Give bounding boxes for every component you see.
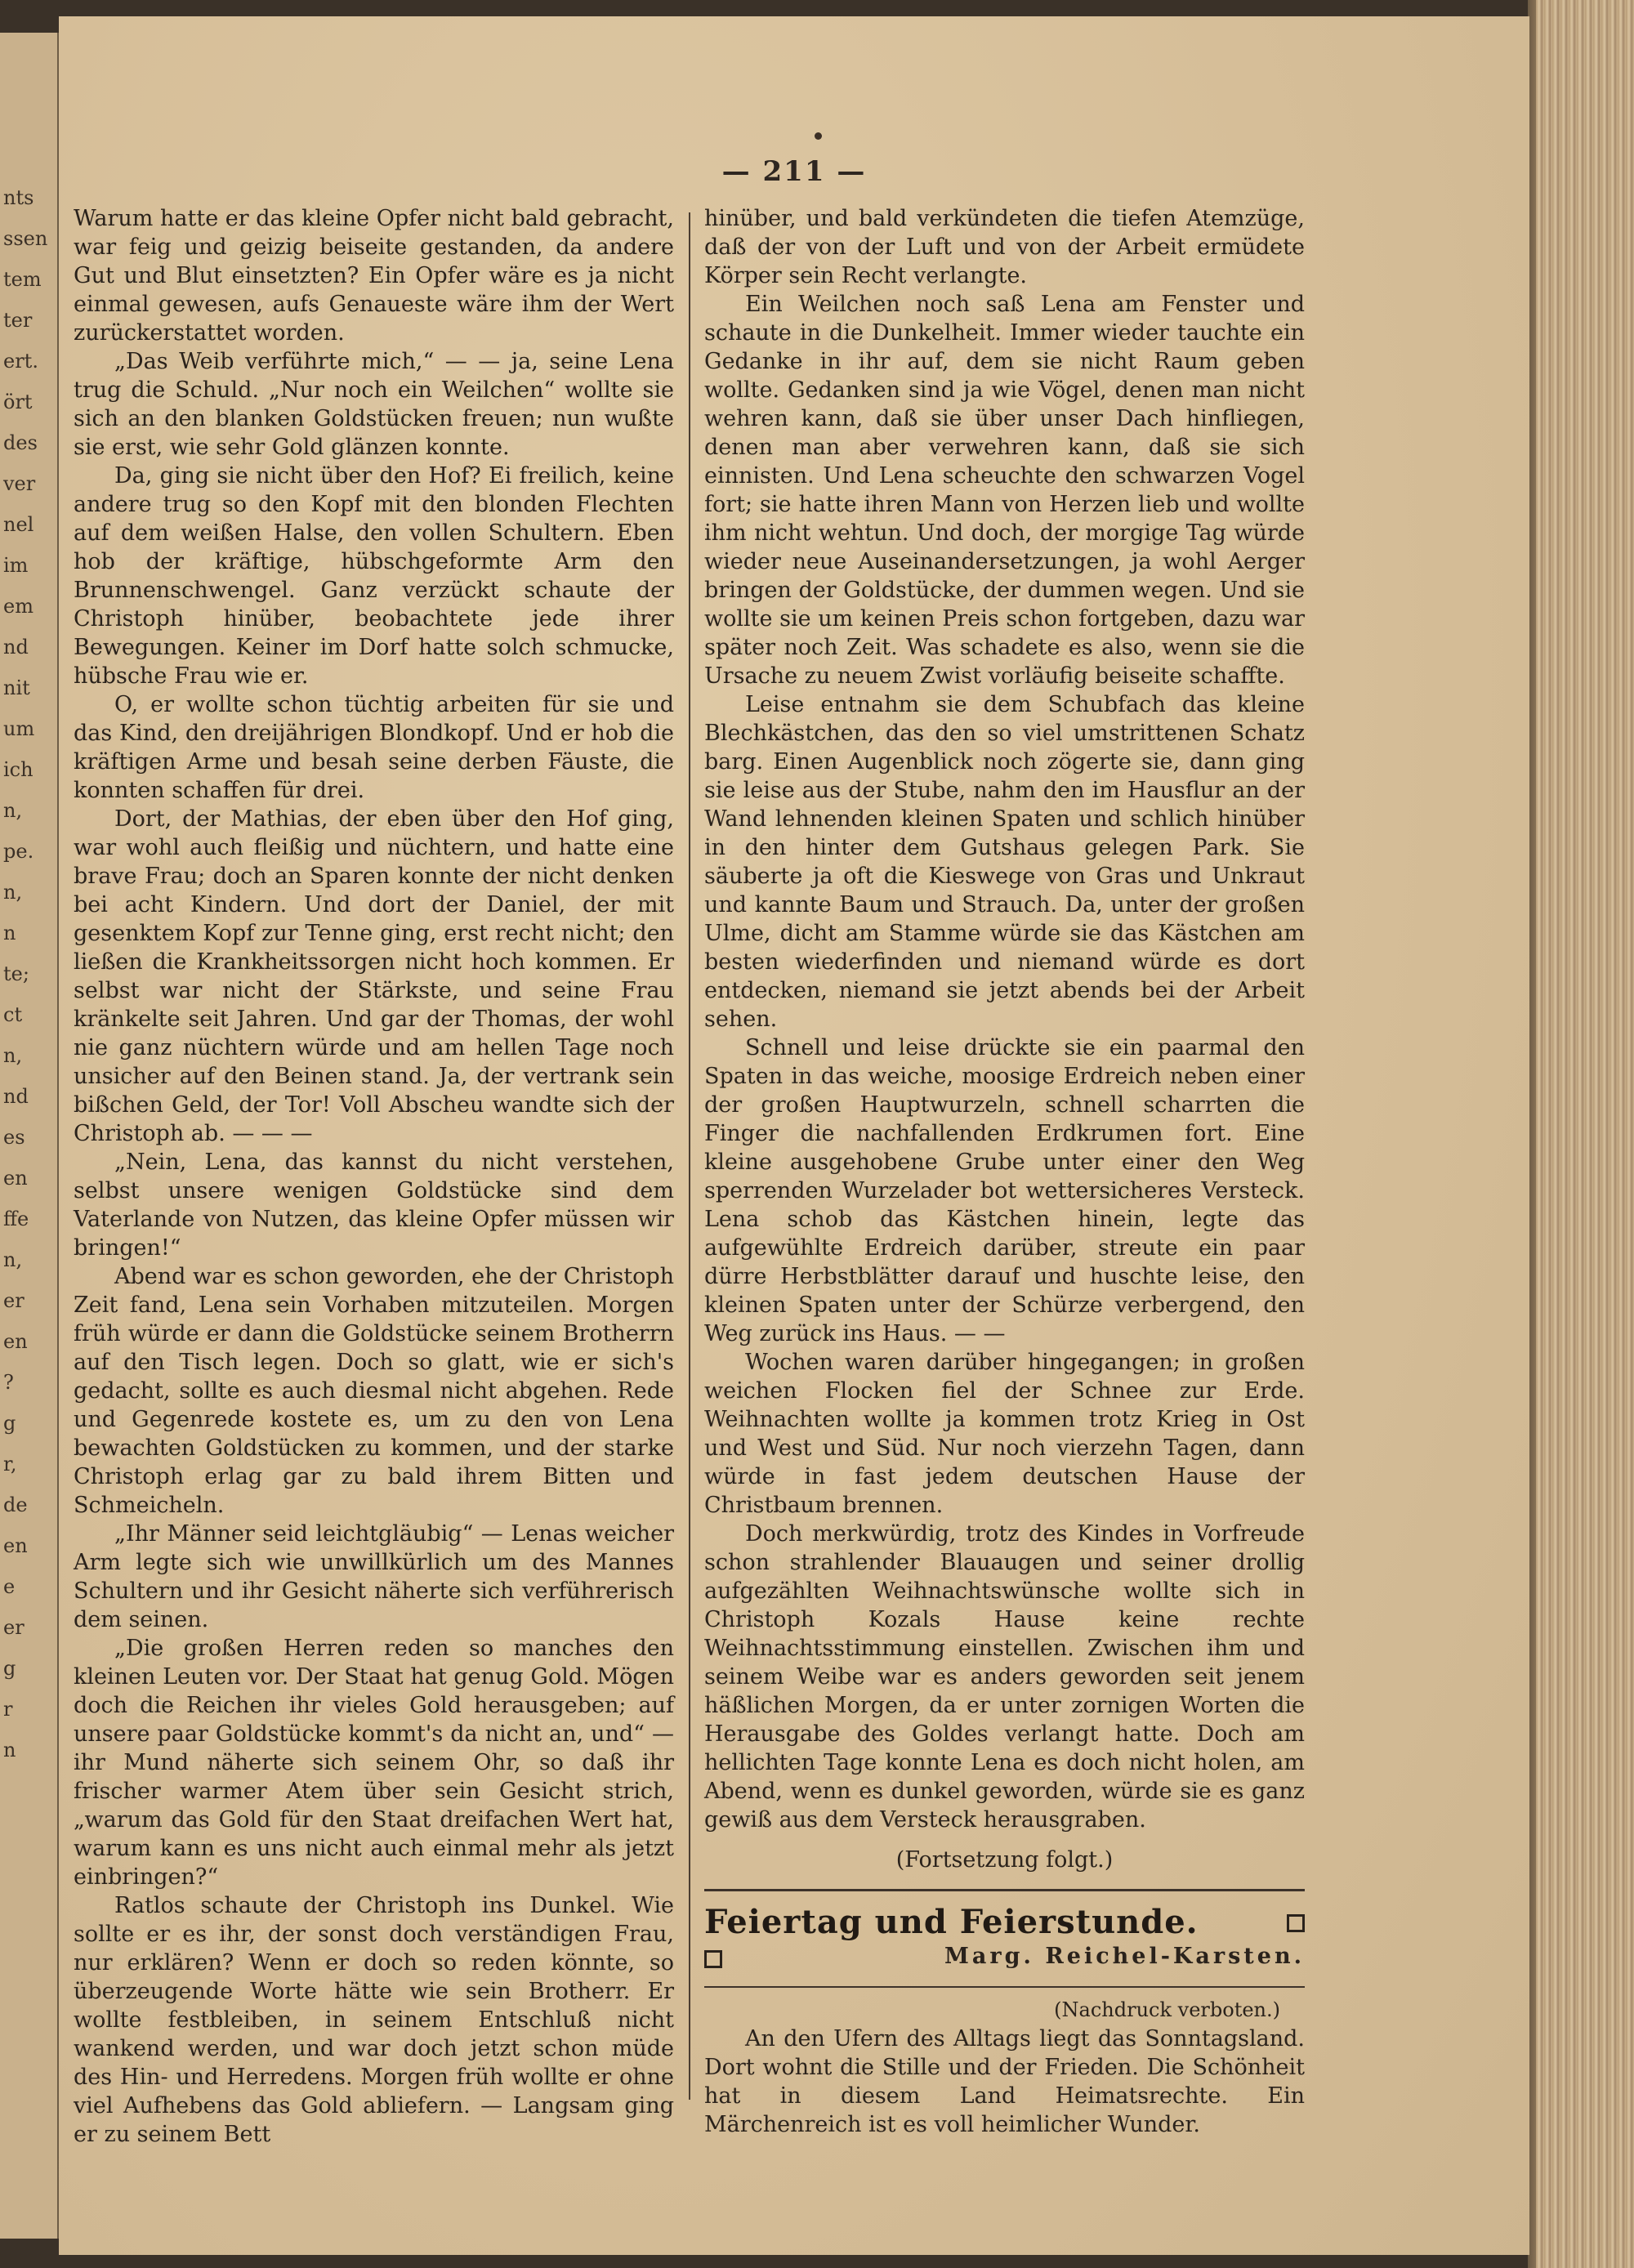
margin-fragment: des [3, 431, 38, 454]
margin-fragment: n [3, 922, 16, 944]
margin-fragment: n, [3, 1248, 23, 1271]
page-edges [1536, 0, 1634, 2268]
margin-fragment: em [3, 595, 33, 618]
paragraph: „Ihr Männer seid leichtgläubig“ — Lenas weicher Arm legte sich wie unwillkürlich um des Mannes Schultern und ihr Gesicht näherte sich verführerisch dem seinen. [74, 1521, 674, 1632]
paragraph: Schnell und leise drückte sie ein paarmal den Spaten in das weiche, moosige Erdreich neben einer der großen Hauptwurzeln, schnell scharrten die Finger die nachfallenden Erdkrumen fort. Eine kleine ausgehobene Grube unter einer den Weg sperrenden Wurzelader bot wettersicheres Versteck. Lena schob das Kästchen hinein, legte das aufgewühlte Erdreich darüber, streute ein paar dürre Herbstblätter darauf und huschte leise, den kleinen Spaten unter der Schürze verbergend, den Weg zurück ins Haus. — — [704, 1035, 1305, 1346]
margin-fragment: es [3, 1126, 25, 1149]
margin-fragment: n, [3, 1044, 23, 1067]
left-column [74, 204, 674, 2149]
margin-fragment: e [3, 1575, 16, 1598]
paragraph: Dort, der Mathias, der eben über den Hof ging, war wohl auch fleißig und nüchtern, und hatte eine brave Frau; doch an Sparen konnte der nicht denken bei acht Kindern. Und dort der Daniel, der mit gesenktem Kopf zur Tenne ging, erst recht nicht; den ließen die Krankheitssorgen nicht hoch kommen. Er selbst war nicht der Stärkste, und seine Frau kränkelte seit Jahren. Und gar der Thomas, der wohl nie ganz nüchtern würde und am hellen Tage noch unsicher auf den Beinen stand. Ja, der vertrank sein bißchen Geld, der Tor! Voll Abscheu wandte sich der Christoph ab. — — — [74, 806, 674, 1146]
paragraph: Ratlos schaute der Christoph ins Dunkel. Wie sollte er es ihr, der sonst doch verständigen Frau, nur erklären? Wenn er doch so reden könnte, so überzeugende Worte hätte wie sein Brotherr. Er wollte festbleiben, in seinem Entschluß nicht wankend werden, und war doch jetzt schon müde des Hin- und Herredens. Morgen früh wollte er ohne viel Aufhebens das Gold abliefern. — Langsam ging er zu seinem Bett [74, 1893, 674, 2147]
reprint-notice: (Nachdruck verboten.) [1054, 1998, 1280, 2021]
author-byline: Marg. Reichel-Karsten. [944, 1944, 1305, 1969]
margin-fragment: ? [3, 1371, 14, 1394]
section-rule [704, 1986, 1305, 1988]
margin-fragment: g [3, 1657, 16, 1680]
margin-fragment: en [3, 1534, 28, 1557]
byline-row [704, 1942, 1305, 1973]
margin-fragment: nd [3, 1085, 29, 1108]
margin-fragment: ssen [3, 227, 48, 250]
margin-fragment: er [3, 1616, 25, 1639]
margin-fragment: r, [3, 1453, 17, 1476]
column-divider [689, 212, 690, 2100]
paragraph: Warum hatte er das kleine Opfer nicht bald gebracht, war feig und geizig beiseite gestanden, da andere Gut und Blut einsetzten? Ein Opfer wäre es ja nicht einmal gewesen, aufs Genaueste wäre ihm der Wert zurückerstattet worden. [74, 206, 674, 346]
margin-fragment: en [3, 1167, 28, 1190]
section-rule [704, 1889, 1305, 1891]
speck [815, 132, 822, 140]
margin-fragment: nel [3, 513, 34, 536]
section-title [704, 1903, 1305, 1942]
paragraph: hinüber, und bald verkündeten die tiefen Atemzüge, daß der von der Luft und von der Arbeit ermüdete Körper sein Recht verlangte. [704, 206, 1305, 288]
margin-fragment: de [3, 1493, 28, 1516]
margin-fragment: er [3, 1289, 25, 1312]
margin-fragment: nts [3, 186, 34, 209]
margin-fragment: te; [3, 962, 29, 985]
paragraph: Doch merkwürdig, trotz des Kindes in Vorfreude schon strahlender Blauaugen und seiner drollig aufgezählten Weihnachtswünsche wollte sich in Christoph Kozals Hause keine rechte Weihnachtsstimmung einstellen. Zwischen ihm und seinem Weibe war es anders geworden seit jenem häßlichen Morgen, da er unter zornigen Worten die Herausgabe des Goldes verlangt hatte. Doch am hellichten Tage konnte Lena es doch nicht holen, am Abend, wenn es dunkel geworden, würde sie es ganz gewiß aus dem Versteck herausgraben. [704, 1521, 1305, 1833]
margin-fragment: ct [3, 1003, 23, 1026]
paragraph: Wochen waren darüber hingegangen; in großen weichen Flocken fiel der Schnee zur Erde. Weihnachten wollte ja kommen trotz Krieg in Ost und West und Süd. Nur noch vierzehn Tagen, dann würde in fast jedem deutschen Hause der Christbaum brennen. [704, 1350, 1305, 1518]
margin-fragment: tem [3, 268, 42, 291]
margin-fragment: nd [3, 636, 29, 659]
margin-fragment: im [3, 554, 29, 577]
square-ornament-icon [704, 1950, 722, 1968]
margin-fragment: en [3, 1330, 28, 1353]
paragraph: „Die großen Herren reden so manches den kleinen Leuten vor. Der Staat hat genug Gold. Mögen doch die Reichen ihr vieles Gold herausgeben; auf unsere paar Goldstücke kommt's da nicht an, und“ — ihr Mund näherte sich seinem Ohr, so daß ihr frischer warmer Atem über sein Gesicht strich, „warum das Gold für den Staat dreifachen Wert hat, warum kann es uns nicht auch einmal mehr als jetzt einbringen?“ [74, 1636, 674, 1890]
margin-fragment: ich [3, 758, 33, 781]
margin-fragment: ört [3, 391, 33, 413]
adjacent-page-strip [0, 33, 60, 2239]
paragraph: Da, ging sie nicht über den Hof? Ei freilich, keine andere trug so den Kopf mit den blonden Flechten auf dem weißen Halse, den vollen Schultern. Eben hob der kräftige, hübschgeformte Arm den Brunnenschwengel. Ganz verzückt schaute der Christoph hinüber, beobachtete jede ihrer Bewegungen. Keiner im Dorf hatte solch schmucke, hübsche Frau wie er. [74, 463, 674, 689]
margin-fragment: nit [3, 676, 30, 699]
section-title-text: Feiertag und Feierstunde. [704, 1903, 1199, 1941]
book-page [59, 16, 1529, 2255]
continuation-note: (Fortsetzung folgt.) [895, 1847, 1114, 1873]
square-ornament-icon [1287, 1914, 1305, 1932]
paragraph: An den Ufern des Alltags liegt das Sonntagsland. Dort wohnt die Stille und der Frieden. Die Schönheit hat in diesem Land Heimatsrechte. Ein Märchenreich ist es voll heimlicher Wunder. [704, 2026, 1305, 2137]
paragraph: Ein Weilchen noch saß Lena am Fenster und schaute in die Dunkelheit. Immer wieder tauchte ein Gedanke in ihr auf, dem sie nicht Raum geben wollte. Gedanken sind ja wie Vögel, denen man nicht wehren kann, daß sie über unser Dach hinfliegen, denen man aber verwehren kann, daß sie sich einnisten. Und Lena scheuchte den schwarzen Vogel fort; sie hatte ihren Mann von Herzen lieb und wollte ihm nicht wehtun. Und doch, der morgige Tag würde wieder neue Auseinandersetzungen, ja wohl Aerger bringen der Goldstücke, der dummen wegen. Und sie wollte sie um keinen Preis schon fortgeben, dazu war später noch Zeit. Was schadete es also, wenn sie die Ursache zu neuem Zwist vorläufig beiseite schaffte. [704, 292, 1305, 689]
margin-fragment: ffe [3, 1208, 29, 1230]
paragraph: O, er wollte schon tüchtig arbeiten für sie und das Kind, den dreijährigen Blondkopf. Und er hob die kräftigen Arme und besah seine derben Fäuste, die konnten schaffen für drei. [74, 692, 674, 803]
margin-fragment: ert. [3, 350, 38, 373]
page-number: — 211 — [721, 155, 867, 188]
paragraph: „Das Weib verführte mich,“ — — ja, seine Lena trug die Schuld. „Nur noch ein Weilchen“ wollte sie sich an den blanken Goldstücken freuen; nun wußte sie erst, wie sehr Gold glänzen konnte. [74, 349, 674, 460]
paragraph: Leise entnahm sie dem Schubfach das kleine Blechkästchen, das den so viel umstrittenen Schatz barg. Einen Augenblick noch zögerte sie, dann ging sie leise aus der Stube, nahm den im Hausflur an der Wand lehnenden kleinen Spaten und schlich hinüber in den hinter dem Gutshaus gelegen Park. Sie säuberte ja oft die Kieswege von Gras und Unkraut und kannte Baum und Strauch. Da, unter der großen Ulme, dicht am Stamme würde sie das Kästchen am besten wiederfinden und niemand würde es dort entdecken, niemand sie jetzt abends bei der Arbeit sehen. [704, 692, 1305, 1032]
margin-fragment: n, [3, 881, 23, 904]
paragraph: „Nein, Lena, das kannst du nicht verstehen, selbst unsere wenigen Goldstücke sind dem Vaterlande von Nutzen, das kleine Opfer müssen wir bringen!“ [74, 1150, 674, 1261]
margin-fragment: um [3, 717, 35, 740]
margin-fragment: ver [3, 472, 36, 495]
margin-fragment: r [3, 1698, 13, 1721]
paragraph: Abend war es schon geworden, ehe der Christoph Zeit fand, Lena sein Vorhaben mitzuteilen. Morgen früh würde er dann die Goldstücke seinem Brotherrn auf den Tisch legen. Doch so glatt, wie er sich's gedacht, sollte es auch diesmal nicht abgehen. Rede und Gegenrede kostete es, um zu den von Lena bewachten Goldstücken zu kommen, und der starke Christoph erlag gar zu bald ihrem Bitten und Schmeicheln. [74, 1264, 674, 1518]
margin-fragment: pe. [3, 840, 34, 863]
margin-fragment: n [3, 1739, 16, 1761]
margin-fragment: n, [3, 799, 23, 822]
right-column [704, 204, 1305, 2139]
margin-fragment: ter [3, 309, 33, 332]
margin-fragment: g [3, 1412, 16, 1435]
